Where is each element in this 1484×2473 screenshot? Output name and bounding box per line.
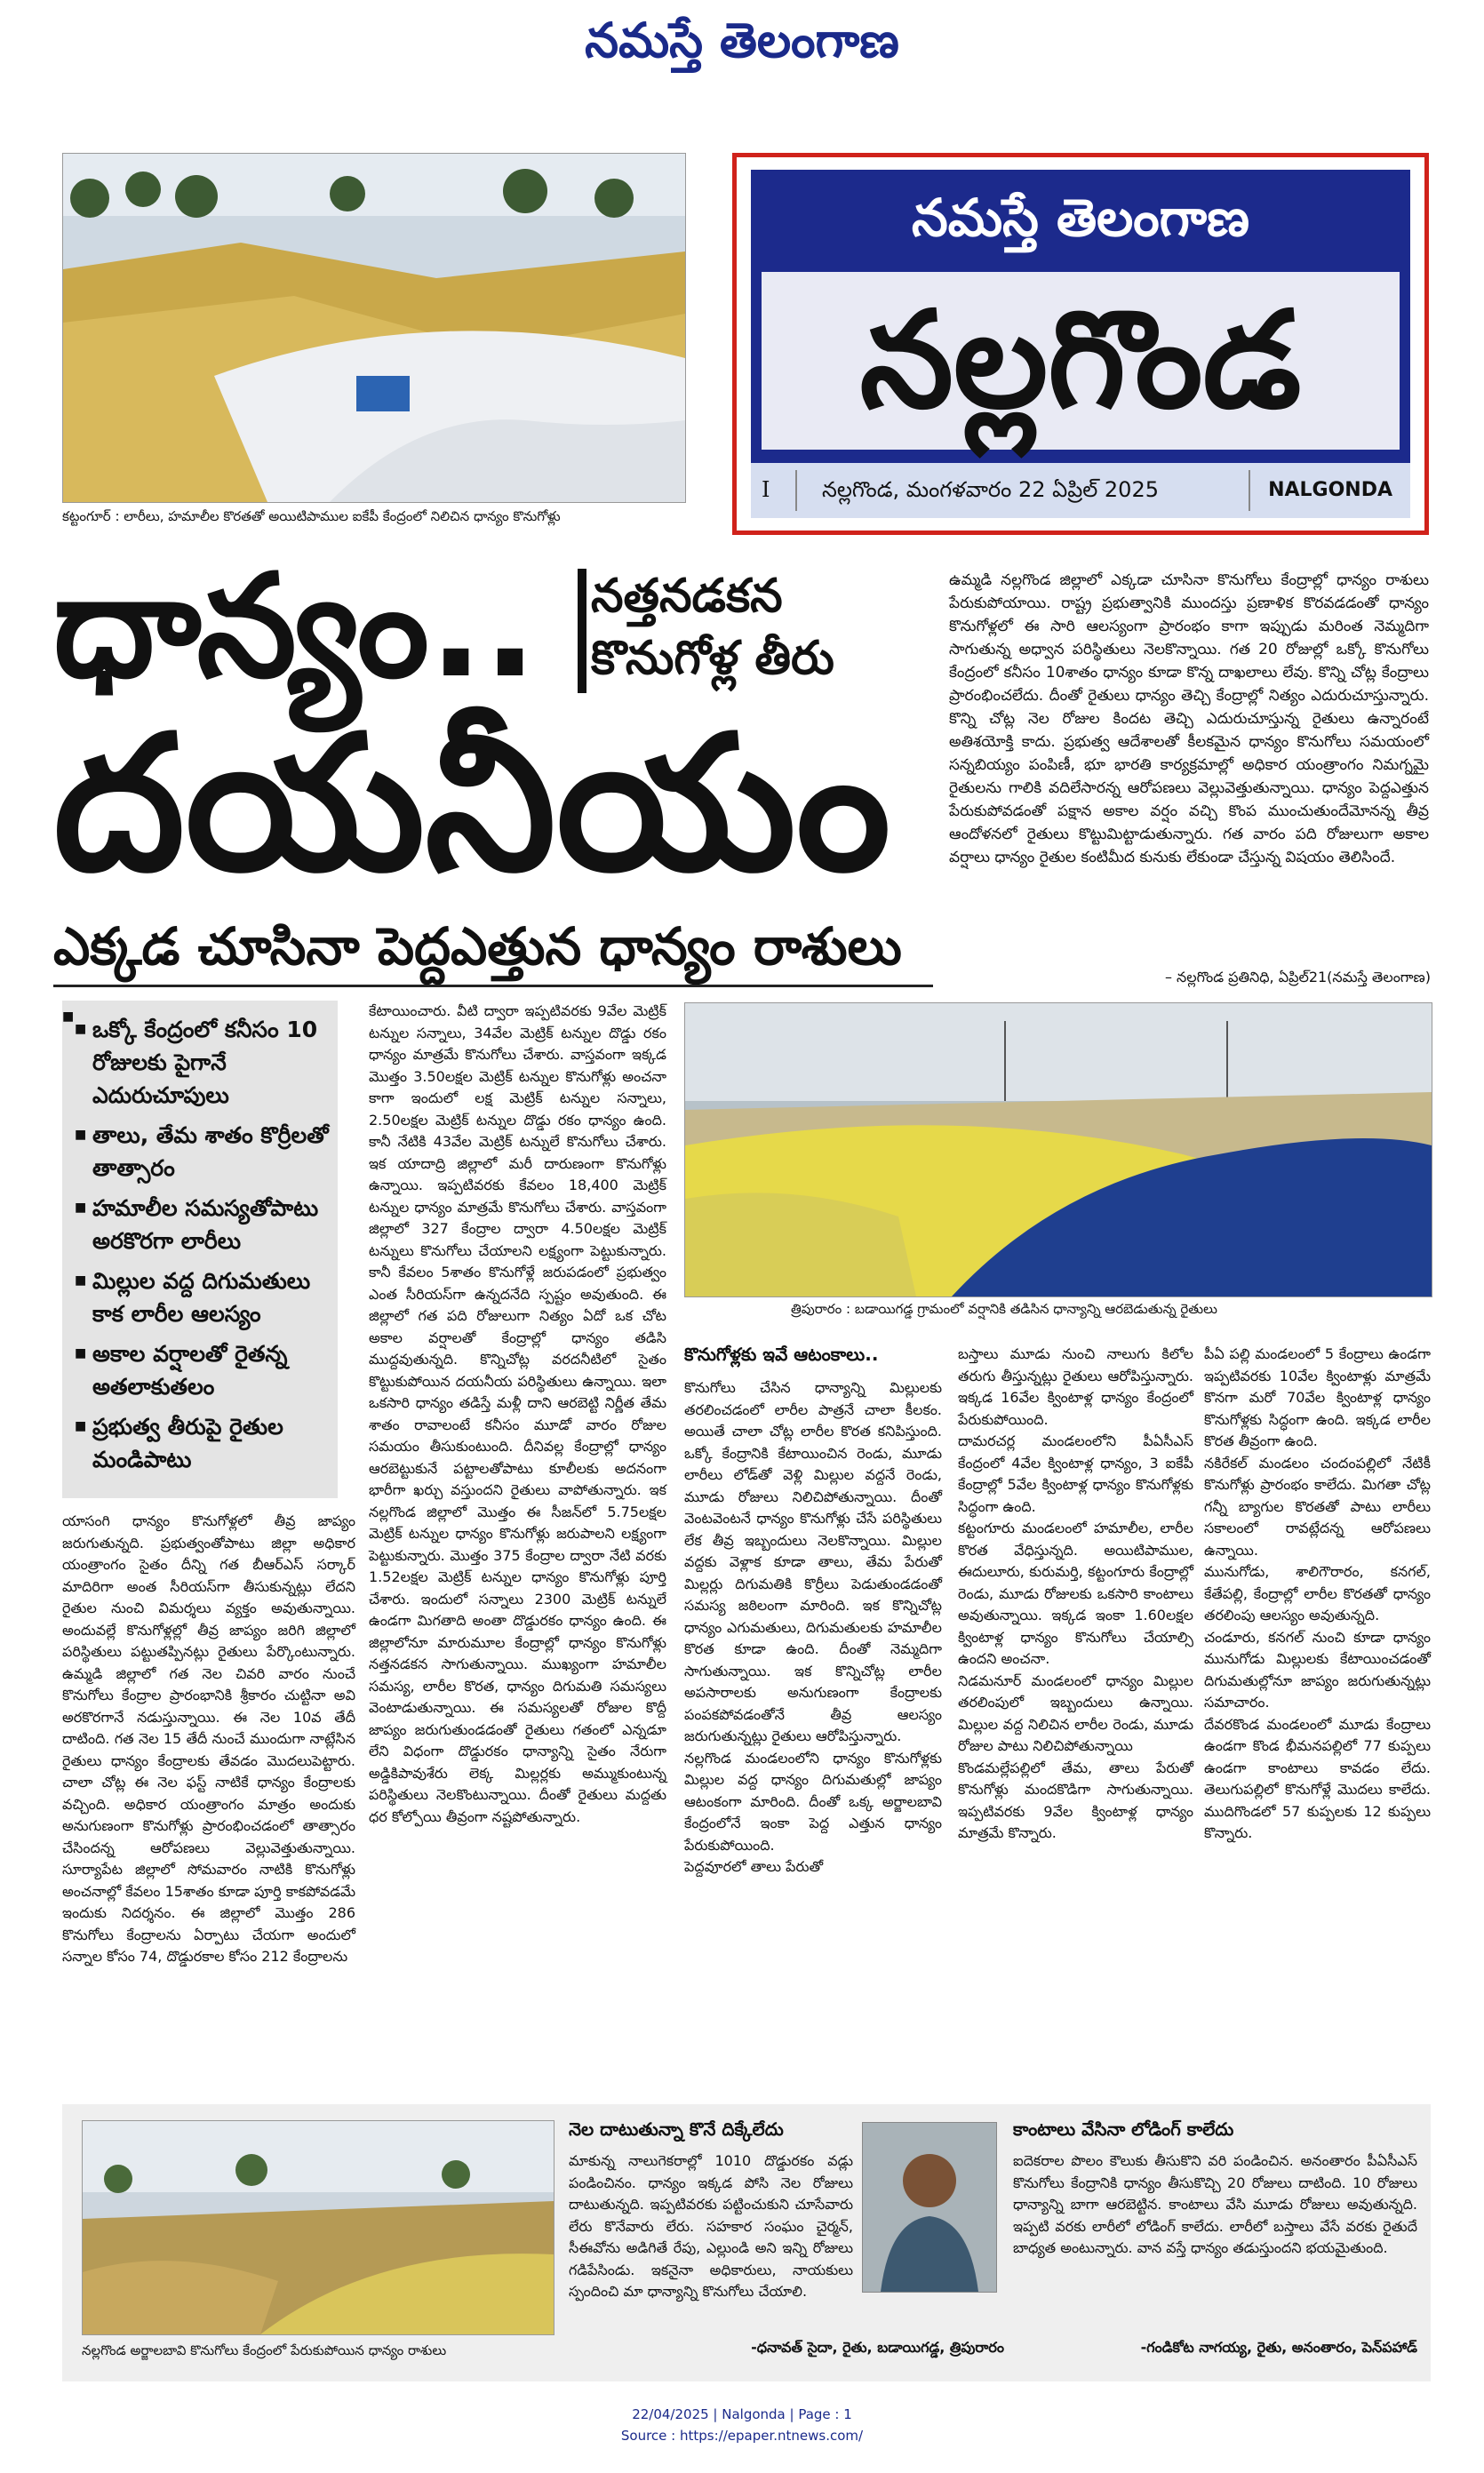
- edition-city: నల్లగొండ: [859, 283, 1302, 438]
- body-column-2: కేటాయించారు. వీటి ద్వారా ఇప్పటివరకు 9వేల మెట్రిక్‌ టన్నుల సన్నాలు, 34వేల మెట్రిక్‌ టన్నుల దొడ్డు రకం ధాన్యం మాత్రమే కొనుగోలు చేశారు. వాస్తవంగా ఇక్కడ మొత్తం 3.50లక్షల మెట్రిక్‌ టన్నుల కొనుగోళ్లు అంచనా కాగా ఇందులో లక్ష మెట్రిక్‌ టన్నుల సన్నాలు, 2.50లక్షల మెట్రిక్‌ టన్నుల దొడ్డు రకం ధాన్యం ఉంది. కానీ నేటికి 43వేల మెట్రిక్‌ టన్నులే కొనుగోలు చేశారు. ఇక యాదాద్రి జిల్లాలో మరీ దారుణంగా కొనుగోళ్లు ఉన్నాయి. ఇప్పటివరకు కేవలం 18,400 మెట్రిక్‌ టన్నుల ధాన్యం మాత్రమే కొనుగోలు చేశారు. వాస్తవంగా జిల్లాలో 327 కేంద్రాల ద్వారా 4.50లక్షల మెట్రిక్‌ టన్నులు కొనుగోలు చేయాలని లక్ష్యంగా పెట్టుకున్నారు. కానీ కేవలం 5శాతం కొనుగోళ్లే జరుపడంలో ప్రభుత్వం ఎంత సీరియస్‌గా ఉన్నదనేది స్పష్టం అవుతుంది. ఈ జిల్లాలో గత పది రోజులుగా నిత్యం ఏదో ఒక చోట అకాల వర్షాలతో కేంద్రాల్లో ధాన్యం తడిసి ముద్దవుతున్నది. కొన్నిచోట్ల వరదనీటిలో సైతం కొట్టుకుపోయిన దయనీయ పరిస్థితులు ఉన్నాయి. ఇలా ఒకసారి ధాన్యం తడిస్తే మళ్లీ దాని ఆరబెట్టి నిర్ణీత తేమ శాతం రావాలంటే కనీసం మూడో వారం రోజుల సమయం తీసుకుంటుంది. దీనివల్ల కేంద్రాల్లో ధాన్యం ఆరబెట్టుకునే పట్టాలతోపాటు కూలీలకు అదనంగా భారీగా ఖర్చు వస్తుందని రైతులు వాపోతున్నారు. ఇక నల్లగొండ జిల్లాలో మొత్తం ఈ సీజన్‌లో 5.75లక్షల మెట్రిక్‌ టన్నుల ధాన్యం కొనుగోళ్లు జరుపాలని లక్ష్యంగా పెట్టుకున్నారు. మొత్తం 375 కేంద్రాల ద్వారా నేటి వరకు 1.52లక్షల మెట్రిక్‌ టన్నుల ధాన్యం కొనుగోళ్లు పూర్తి చేశారు. ఇందులో సన్నాలు 2300 మెట్రిక్‌ టన్నులే ఉండగా మిగతాది అంతా దొడ్డురకం ధాన్యం ఉంది. ఈ జిల్లాలోనూ మారుమూల కేంద్రాల్లో ధాన్యం కొనుగోళ్లు నత్తనడకన సాగుతున్నాయి. ముఖ్యంగా హమాలీల సమస్య, లారీల కొరత, ధాన్యం దిగుమతి సమస్యలు వెంటాడుతున్నాయి. ఈ సమస్యలతో రోజుల కొద్దీ జాప్యం జరుగుతుండడంతో రైతులు గతంలో ఎన్నడూ లేని విధంగా దొడ్డురకం ధాన్యాన్ని సైతం నేరుగా అడ్డికిపావుశేరు లెక్క మిల్లర్లకు అమ్ముకుంటున్న పరిస్థితులు నెలకొంటున్నాయి. దీంతో రైతులు మద్దతు ధర కోల్పోయి తీవ్రంగా నష్టపోతున్నారు.: [369, 1002, 666, 1825]
- deck-rule: [53, 985, 933, 987]
- footer-line1: 22/04/2025 | Nalgonda | Page : 1: [632, 2406, 852, 2422]
- edition-box: [732, 153, 1429, 535]
- story2-title: కాంటాలు వేసినా లోడింగ్‌ కాలేదు: [1013, 2118, 1234, 2140]
- sidebar-para: నిడమనూర్‌ మండలంలో ధాన్యం మిల్లుల తరలింపులో ఇబ్బందులు ఉన్నాయి. మిల్లుల వద్ద నిలిచిన లారీల రెండు, మూడు రోజుల పాటు నిలిచిపోతున్నాయి: [958, 1671, 1193, 1754]
- kicker-line1: నత్తనడకన: [591, 570, 783, 623]
- deck: ఎక్కడ చూసినా పెద్దఎత్తున ధాన్యం రాశులు: [53, 916, 902, 977]
- story2-text: ఐదెకరాల పొలం కౌలుకు తీసుకొని వరి పండించిన. అనంతారం పీఏసీఎస్‌ కొనుగోలు కేంద్రానికి ధాన్యం తీసుకొచ్చి 20 రోజులు దాటింది. 10 రోజులు ధాన్యాన్ని బాగా ఆరబెట్టిన. కాంటాలు వేసి మూడు రోజులు అవుతున్నది. ఇప్పటి వరకు లారీలో లోడింగ్‌ కాలేదు. లారీలో బస్తాలు వేసే వరకు రైతుదే బాధ్యత అంటున్నారు. వాన వస్తే ధాన్యం తడుస్తుందని భయమైతుంది.: [1013, 2152, 1417, 2256]
- footer: [0, 2404, 1484, 2446]
- masthead: [0, 0, 1484, 80]
- edition-brand: నమస్తే తెలంగాణ: [912, 187, 1249, 248]
- divider: [795, 470, 797, 511]
- sidebar-para: నల్లగొండ మండలంలోని ధాన్యం కొనుగోళ్లకు మిల్లుల వద్ద ధాన్యం దిగుమతుల్లో జాప్యం ఆటంకంగా మారింది. దీంతో ఒక్క అర్జాలబావి కేంద్రంలోనే ఇంకా పెద్ద ఎత్తున ధాన్యం పేరుకుపోయింది.: [684, 1749, 942, 1854]
- divider: [1249, 470, 1250, 511]
- farmer-photo-1: [862, 2122, 997, 2293]
- bottom-band: [62, 2104, 1431, 2381]
- highlight-item: ■ మిల్లుల వద్ద దిగుమతులు కాక లారీల ఆలస్యం: [75, 1264, 338, 1330]
- grain-tarp-image: [63, 154, 685, 502]
- sidebar-para: పెద్దవూరలో తాలు పేరుతో: [684, 1858, 824, 1875]
- sidebar-para: కొనుగోలు చేసిన ధాన్యాన్ని మిల్లులకు తరలించడంలో లారీల పాత్రనే చాలా కీలకం. అయితే చాలా చోట్ల లారీల కొరత కనిపిస్తుంది. ఒక్కో కేంద్రానికి కేటాయించిన రెండు, మూడు లారీలు లోడ్‌తో వెళ్లి మిల్లుల వద్దనే రెండు, మూడు రోజులు నిలిచిపోతున్నాయి. దీంతో వెంటవెంటనే ధాన్యం కొనుగోళ్లు చేసే పరిస్థితులు లేక తీవ్ర ఇబ్బందులు నెలకొన్నాయి. మిల్లుల వద్దకు వెళ్లాక కూడా తాలు, తేమ పేరుతో మిల్లర్లు దిగుమతికి కొర్రీలు పెడుతుండడంతో సమస్య జఠిలంగా మారింది. ఇక కొన్నిచోట్ల ధాన్యం ఎగుమతులు, దిగుమతులకు హమాలీల కొరత కూడా ఉంది. దీంతో నెమ్మదిగా సాగుతున్నాయి. ఇక కొన్నిచోట్ల లారీల అపసారాలకు అనుగుణంగా కేంద్రాలకు పంపకపోవడంతోనే తీవ్ర ఆలస్యం జరుగుతున్నట్లు రైతులు ఆరోపిస్తున్నారు.: [684, 1379, 942, 1744]
- story2-credit: -గండికోట నాగయ్య, రైతు, అనంతారం, పెన్‌పహాడ్‌: [1140, 2339, 1417, 2356]
- farmer-portrait-image: [863, 2123, 996, 2292]
- edition-panel: [762, 272, 1400, 450]
- sidebar-column-3: [1204, 1344, 1431, 1845]
- highlight-item: ■ ఒక్కో కేంద్రంలో కనీసం 10 రోజులకు పైగానే ఎదురుచూపులు: [75, 1013, 338, 1112]
- sidebar-para: కట్టంగూరు మండలంలో హమాలీల, లారీల కొరత వేధిస్తున్నది. అయిటిపాముల, ఈదులూరు, కురుమర్తి, కట్టంగూరు కేంద్రాల్లో రెండు, మూడు రోజులకు ఒకసారి కాంటాలు అవుతున్నాయి. ఇక్కడ ఇంకా 1.60లక్షల క్వింటాళ్ల ధాన్యం కొనుగోలు చేయాల్సి ఉందని అంచనా.: [958, 1520, 1193, 1667]
- top-photo: [62, 153, 686, 503]
- bottom-photo-caption: నల్లగొండ అర్జాలబావి కొనుగోలు కేంద్రంలో పేరుకుపోయిన ధాన్యం రాశులు: [82, 2342, 447, 2358]
- sidebar-title: కొనుగోళ్లకు ఇవే ఆటంకాలు..: [684, 1344, 879, 1365]
- highlights-box: [62, 1001, 338, 1498]
- masthead-title: నమస్తే తెలంగాణ: [585, 12, 899, 68]
- sidebar-para: నకిరేకల్‌ మండలం చందంపల్లిలో నేటికీ కొనుగోళ్లు ప్రారంభం కాలేదు. మిగతా చోట్ల గన్నీ బ్యాగుల కొరతతో పాటు లారీలు సకాలంలో రావట్లేదన్న ఆరోపణలు ఉన్నాయి.: [1204, 1454, 1431, 1559]
- highlight-item: ■ హమాలీల సమస్యతోపాటు అరకొరగా లారీలు: [75, 1192, 338, 1257]
- body-column-1: యాసంగి ధాన్యం కొనుగోళ్లలో తీవ్ర జాప్యం జరుగుతున్నది. ప్రభుత్వంతోపాటు జిల్లా అధికార యంత్రాంగం సైతం దీన్ని గత బీఆర్‌ఎస్‌ సర్కార్‌ మాదిరిగా అంత సీరియస్‌గా తీసుకున్నట్లు లేదని రైతుల నుంచి విమర్శలు వ్యక్తం అవుతున్నాయి. అందువల్లే కొనుగోళ్లల్లో తీవ్ర జాప్యం జరిగి జిల్లాలో పరిస్థితులు పట్టుతప్పినట్లు రైతులు పేర్కొంటున్నారు. ఉమ్మడి జిల్లాలో గత నెల చివరి వారం నుంచే కొనుగోలు కేంద్రాల ప్రారంభానికి శ్రీకారం చుట్టినా అవి అరకొరగానే నడుస్తున్నాయి. ఈ నెల 10వ తేదీ దాటింది. గత నెల 15 తేదీ నుంచే ముందుగా నాట్లేసిన రైతులు ధాన్యం కేంద్రాలకు తేవడం మొదలుపెట్టారు. చాలా చోట్ల ఈ నెల ఫస్ట్‌ నాటికే ధాన్యం కేంద్రాలకు వచ్చింది. అధికార యంత్రాంగం మాత్రం అందుకు అనుగుణంగా కొనుగోళ్లు ప్రారంభించడంలో తాత్సారం చేసిందన్న ఆరోపణలు వెల్లువెత్తుతున్నాయి. సూర్యాపేట జిల్లాలో సోమవారం నాటికి కొనుగోళ్లు అంచనాల్లో కేవలం 15శాతం కూడా పూర్తి కాకపోవడమే ఇందుకు నిదర్శనం. ఈ జిల్లాలో మొత్తం 286 కొనుగోలు కేంద్రాలను ఏర్పాటు చేయగా అందులో సన్నాల కోసం 74, దొడ్డురకాల కోసం 212 కేంద్రాలను: [62, 1512, 355, 1965]
- sidebar-para: దేవరకొండ మండలంలో మూడు కేంద్రాలు ఉండగా కొండ భీమనపల్లిలో 77 కుప్పలు ఉండగా కాంటాలు కావడం లేదు. తెలుగుపల్లిలో కొనుగోళ్లే మొదలు కాలేదు. ముదిగొండలో 57 కుప్పలకు 12 కుప్పలు కొన్నారు.: [1204, 1715, 1431, 1841]
- sidebar-para: కొండమల్లేపల్లిలో తేమ, తాలు పేరుతో కొనుగోళ్లు మందకొడిగా సాగుతున్నాయి. ఇప్పటివరకు 9వేల క్వింటాళ్ల ధాన్యం మాత్రమే కొన్నారు.: [958, 1759, 1193, 1841]
- kicker: [591, 565, 834, 690]
- sidebar-column-1: [684, 1377, 942, 1879]
- page-number: I: [762, 477, 770, 502]
- edition-inner: [751, 170, 1410, 518]
- sidebar-para: దామరచర్ల మండలంలోని పీఏసీఎస్‌ కేంద్రంలో 4వేల క్వింటాళ్ల ధాన్యం, 3 ఐకేపీ కేంద్రాల్లో 5వేల క్వింటాళ్ల ధాన్యం కొనుగోళ్లకు సిద్ధంగా ఉంది.: [958, 1432, 1193, 1515]
- sidebar-para: బస్తాలు మూడు నుంచి నాలుగు కిలోల తరుగు తీస్తున్నట్లు రైతులు ఆరోపిస్తున్నారు. ఇక్కడ 16వేల క్వింటాళ్ల ధాన్యం కేంద్రంలో పేరుకుపోయింది.: [958, 1345, 1193, 1428]
- kicker-line2: కొనుగోళ్ల తీరు: [591, 632, 834, 685]
- sidebar-para: మునుగోడు, శాలిగౌరారం, కనగల్‌, కేతేపల్లి, కేంద్రాల్లో లారీల కొరతతో ధాన్యం తరలింపు ఆలస్యం అవుతున్నది.: [1204, 1563, 1431, 1623]
- story1-credit: -ధనావత్‌ సైదా, రైతు, బడాయిగడ్డ, త్రిపురారం: [751, 2339, 1004, 2356]
- story1-title: నెల దాటుతున్నా కొనే దిక్కేలేదు: [569, 2118, 784, 2140]
- top-photo-caption: కట్టంగూర్ : లారీలు, హమాలీల కొరతతో అయిటిపాముల ఐకేపీ కేంద్రంలో నిలిచిన ధాన్యం కొనుగోళ్లు: [62, 508, 561, 524]
- headline-line2: దయనీయం: [53, 695, 891, 913]
- edition-dateline-strip: [751, 463, 1410, 518]
- footer-source[interactable]: Source : https://epaper.ntnews.com/: [620, 2428, 864, 2444]
- kicker-bar: [578, 569, 586, 693]
- mid-photo-caption: త్రిపురారం : బడాయిగడ్డ గ్రామంలో వర్షానికి తడిసిన ధాన్యాన్ని ఆరబెడుతున్న రైతులు: [791, 1301, 1217, 1317]
- sidebar-column-2: [958, 1344, 1193, 1845]
- mid-photo: [684, 1002, 1432, 1297]
- highlight-item: ■ తాలు, తేమ శాతం కొర్రీలతో తాత్సారం: [75, 1119, 338, 1185]
- story1-text: మాకున్న నాలుగెకరాల్లో 1010 దొడ్డురకం వడ్లు పండించినం. ధాన్యం ఇక్కడ పోసి నెల రోజులు దాటుతున్నది. ఇప్పటివరకు పట్టించుకుని చూసేవారు లేరు కొనేవారు లేరు. సహకార సంఘం చైర్మన్‌, సీఈవోను అడిగితే రేపు, ఎల్లుండి అని ఇన్ని రోజులు గడిపేసిండు. ఇకనైనా అధికారులు, నాయకులు స్పందించి మా ధాన్యాన్ని కొనుగోలు చేయాలి.: [569, 2152, 853, 2300]
- wet-grain-image: [685, 1003, 1432, 1296]
- grain-heaps-image: [83, 2121, 554, 2334]
- highlight-item: ■ ప్రభుత్వ తీరుపై రైతుల మండిపాటు: [75, 1410, 338, 1476]
- sidebar-para: చండూరు, కనగల్‌ నుంచి కూడా ధాన్యం మునుగోడు మిల్లులకు కేటాయించడంతో దిగుమతుల్లోనూ జాప్యం జరుగుతున్నట్లు సమాచారం.: [1204, 1628, 1431, 1711]
- lead-text: ఉమ్మడి నల్లగొండ జిల్లాలో ఎక్కడా చూసినా కొనుగోలు కేంద్రాల్లో ధాన్యం రాశులు పేరుకుపోయాయి. రాష్ట్ర ప్రభుత్వానికి ముందస్తు ప్రణాళిక కొరవడడంతో ధాన్యం కొనుగోళ్లలో ఈ సారి ఆలస్యంగా ప్రారంభం కాగా ఇప్పుడు మరింత నెమ్మదిగా సాగుతున్న అధ్వాన పరిస్థితులు నెలకొన్నాయి. గత 20 రోజుల్లో ఒక్కో కొనుగోలు కేంద్రంలో కనీసం 10శాతం ధాన్యం కూడా కొన్న దాఖలాలు లేవు. కొన్ని చోట్ల కేంద్రాలు ప్రారంభించలేదు. దీంతో రైతులు ధాన్యం తెచ్చి కేంద్రాల్లో నిత్యం ఎదురుచూస్తున్నారు. కొన్ని చోట్ల నెల రోజుల కిందట తెచ్చి ఎదురుచూస్తున్న రైతులు ఉన్నారంటే అతిశయోక్తి కాదు. ప్రభుత్వ ఆదేశాలతో కీలకమైన ధాన్యం కొనుగోలు సమయంలో సన్నబియ్యం పంపిణీ, భూ భారతి కార్యక్రమాల్లో అధికార యంత్రాంగం నిమగ్నమై రైతులను గాలికి వదిలేసారన్న ఆరోపణలు వెల్లువెత్తుతున్నాయి. ధాన్యం పెద్దఎత్తున పేరుకుపోవడంతో పక్షాన అకాల వర్షం వచ్చి కొంప ముంచుతుందేమోనన్న తీవ్ర ఆందోళనలో రైతులు కొట్టుమిట్టాడుతున్నారు. గత వారం పది రోజులుగా అకాల వర్షాలు ధాన్యం రైతుల కంటిమీద కునుకు లేకుండా చేస్తున్న విషయం తెలిసిందే.: [949, 571, 1429, 866]
- bottom-photo: [82, 2120, 555, 2335]
- city-en: NALGONDA: [1268, 479, 1392, 501]
- dateline: నల్లగొండ, మంగళవారం 22 ఏప్రిల్ 2025: [822, 477, 1159, 502]
- highlight-item: ■ అకాల వర్షాలతో రైతన్న అతలాకుతలం: [75, 1337, 338, 1403]
- lead-credit: – నల్లగొండ ప్రతినిధి, ఏప్రిల్21(నమస్తే తెలంగాణ): [1164, 969, 1431, 985]
- headline-line1: ధాన్యం..: [53, 543, 538, 709]
- sidebar-para: పీఏ పల్లి మండలంలో 5 కేంద్రాలు ఉండగా ఇప్పటివరకు 10వేల క్వింటాళ్లు మాత్రమే కొనగా మరో 70వేల క్వింటాళ్ల ధాన్యం కొనుగోళ్లకు సిద్ధంగా ఉంది. ఇక్కడ లారీల కొరత తీవ్రంగా ఉంది.: [1204, 1345, 1431, 1449]
